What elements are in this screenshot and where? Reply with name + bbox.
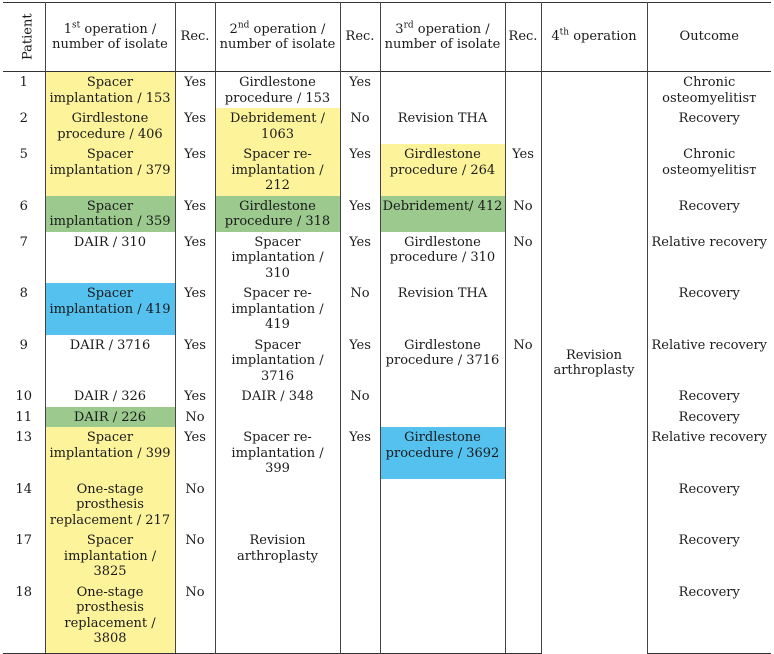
rec3-cell [505,427,541,479]
table-row [3,144,771,196]
op2-cell: Spacer re-implantation / 399 [215,427,340,479]
rec2-cell: No [340,283,380,335]
table-row [3,232,771,284]
header-row [3,3,771,72]
op1-cell: Girdlestone procedure / 406 [45,108,175,144]
rec2-cell: Yes [340,72,380,109]
patient-cell: 7 [19,234,28,250]
op1-cell: Spacer implantation / 3825 [45,530,175,582]
rec2-cell: No [340,108,380,144]
op4-merged-cell: Revision arthroplasty [541,72,647,654]
rec1-cell: Yes [175,335,215,387]
op3-cell [380,72,505,109]
op3-cell [380,407,505,428]
rec1-cell: No [175,407,215,428]
outcome-cell: Recovery [647,108,771,144]
rec2-cell: Yes [340,144,380,196]
patient-cell: 5 [19,147,28,162]
op3-cell: Revision THA [380,108,505,144]
op1-cell: DAIR / 3716 [45,335,175,387]
patient-cell: 9 [19,337,28,353]
header-op2: 2nd operation / number of isolate [215,3,340,72]
rec3-cell [505,582,541,654]
op2-cell: Spacer re-implantation / 212 [215,144,340,196]
op3-cell: Girdlestone procedure / 310 [380,232,505,284]
op2-cell: Spacer re-implantation / 419 [215,283,340,335]
rec1-cell: Yes [175,427,215,479]
op3-cell: Girdlestone procedure / 264 [380,144,505,196]
outcome-cell: Recovery [647,582,771,654]
patient-cell: 10 [15,389,33,404]
rec3-cell [505,283,541,335]
op2-cell: Spacer implantation / 3716 [215,335,340,387]
rec3-cell: No [505,335,541,387]
outcome-cell: Recovery [647,283,771,335]
patient-cell: 14 [15,481,33,497]
table-row [3,335,771,387]
op2-cell [215,582,340,654]
op1-cell: DAIR / 226 [45,407,175,428]
rec3-cell: Yes [505,144,541,196]
table-row [3,196,771,232]
op1-cell: One-stage prosthesis replacement / 217 [45,479,175,531]
op3-cell [380,386,505,407]
outcome-cell: Relative recovery [647,335,771,387]
op2-cell: Girdlestone procedure / 153 [215,72,340,109]
op2-cell [215,479,340,531]
rec3-cell [505,407,541,428]
rec2-cell: Yes [340,196,380,232]
patient-cell: 18 [3,582,45,654]
outcome-cell: Recovery [647,386,771,407]
rec1-cell: No [175,582,215,654]
rec2-cell: Yes [340,427,380,479]
outcome-cell: Relative recovery [647,232,771,284]
table-row [3,530,771,582]
rec1-cell: Yes [175,108,215,144]
outcome-cell: Chronic osteomyelitisᴛ [647,144,771,196]
patient-cell: 17 [15,533,33,548]
rec1-cell: Yes [175,144,215,196]
header-outcome: Outcome [647,3,771,72]
rec1-cell: No [175,530,215,582]
header-op1: 1st operation / number of isolate [45,3,175,72]
op3-cell: Girdlestone procedure / 3716 [380,335,505,387]
op1-cell: Spacer implantation / 379 [45,144,175,196]
op1-cell: One-stage prosthesis replacement / 3808 [45,582,175,654]
rec3-cell [505,479,541,531]
op3-cell: Debridement/ 412 [380,196,505,232]
rec2-cell: Yes [340,232,380,284]
rec1-cell: Yes [175,196,215,232]
table-row [3,582,771,654]
rec1-cell: Yes [175,232,215,284]
header-rec3: Rec. [505,3,541,72]
patient-cell: 6 [19,198,28,214]
op2-cell: Girdlestone procedure / 318 [215,196,340,232]
rec2-cell [340,479,380,531]
patient-cell: 2 [19,111,28,126]
rec3-cell [505,530,541,582]
op1-cell: Spacer implantation / 419 [45,283,175,335]
op2-cell: Debridement / 1063 [215,108,340,144]
outcome-cell: Recovery [647,479,771,531]
patient-cell: 8 [19,286,28,301]
rec2-cell: Yes [340,335,380,387]
rec3-cell [505,386,541,407]
table-row [3,386,771,407]
outcome-cell: Chronic osteomyelitisᴛ [647,72,771,109]
rec2-cell [340,530,380,582]
header-op3: 3rd operation / number of isolate [380,3,505,72]
table-row [3,283,771,335]
op2-cell: DAIR / 348 [215,386,340,407]
table-row [3,407,771,428]
rec1-cell: Yes [175,386,215,407]
header-rec2: Rec. [340,3,380,72]
header-op4: 4th operation [541,3,647,72]
op2-cell: Revision arthroplasty [215,530,340,582]
results-table [3,2,771,654]
header-rec1: Rec. [175,3,215,72]
outcome-cell: Relative recovery [647,427,771,479]
rec3-cell: No [505,196,541,232]
op1-cell: DAIR / 310 [45,232,175,284]
outcome-cell: Recovery [647,196,771,232]
table-row [3,72,771,109]
rec3-cell: No [505,232,541,284]
op3-cell [380,479,505,531]
op1-cell: Spacer implantation / 399 [45,427,175,479]
table-row [3,427,771,479]
op2-cell: Spacer implantation / 310 [215,232,340,284]
outcome-cell: Recovery [647,407,771,428]
rec2-cell [340,582,380,654]
rec3-cell [505,72,541,109]
rec1-cell: No [175,479,215,531]
op3-cell: Revision THA [380,283,505,335]
rec1-cell: Yes [175,72,215,109]
patient-cell: 1 [19,75,28,90]
rec1-cell: Yes [175,283,215,335]
table-row [3,479,771,531]
op1-cell: Spacer implantation / 153 [45,72,175,109]
op1-cell: Spacer implantation / 359 [45,196,175,232]
header-patient: Patient [20,13,36,61]
patient-cell: 13 [15,430,33,445]
op1-cell: DAIR / 326 [45,386,175,407]
rec3-cell [505,108,541,144]
table-row [3,108,771,144]
op3-cell [380,582,505,654]
patient-cell: 11 [15,409,33,425]
rec2-cell [340,407,380,428]
rec2-cell: No [340,386,380,407]
op2-cell [215,407,340,428]
op3-cell [380,530,505,582]
outcome-cell: Recovery [647,530,771,582]
op3-cell: Girdlestone procedure / 3692 [380,427,505,479]
